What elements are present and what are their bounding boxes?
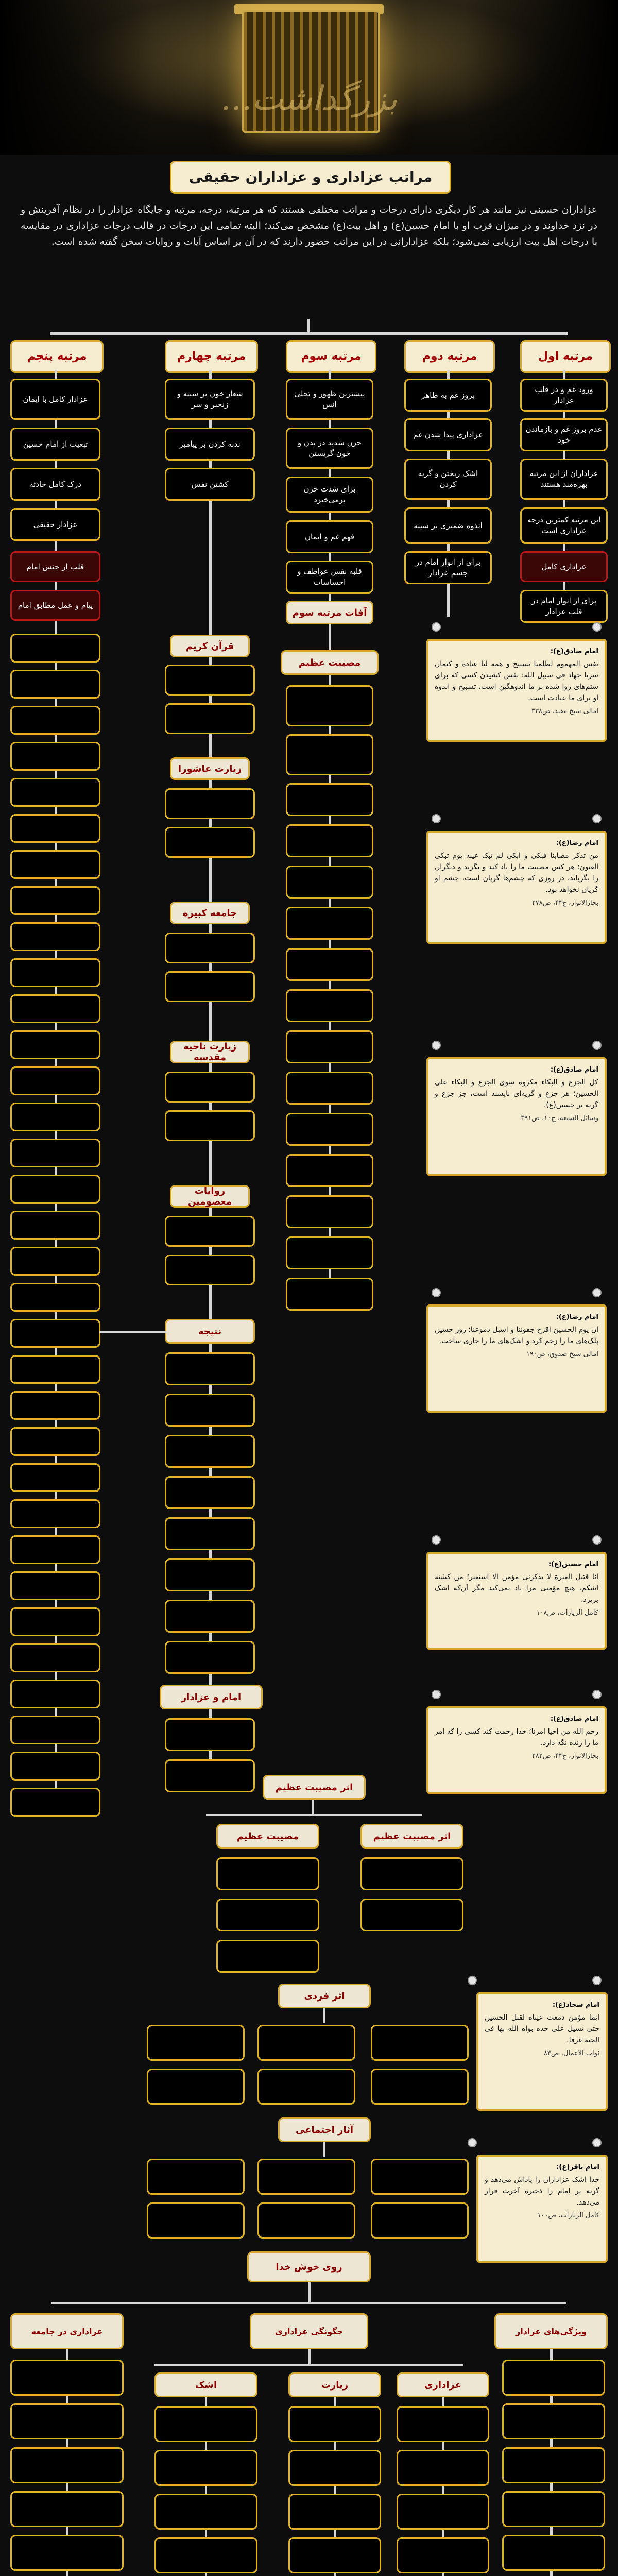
result-box <box>165 1394 255 1427</box>
lower-node: اشک <box>154 2372 258 2397</box>
quote-hanger-icon <box>592 1535 602 1545</box>
lower-mid-box <box>154 2406 258 2442</box>
level-1-item: ورود غم و در قلب عزادار <box>520 379 608 412</box>
quote-hanger-icon <box>468 1976 477 1985</box>
header-banner <box>0 0 618 155</box>
quote-hanger-icon <box>432 1041 441 1050</box>
lower-mid-box <box>397 2494 489 2530</box>
level-5-detail-box <box>10 1535 100 1564</box>
quote-text: کل الجزع و البکاء مکروه سوی الجزع و البکاء علی الحسین؛ هر جزع و گریه‌ای ناپسند است، جز جزع و گریه بر حسین(ع). <box>435 1078 598 1109</box>
effect-box <box>258 2202 355 2239</box>
level-1-subitem: عزاداری کامل <box>520 551 608 582</box>
quote-text: من تذکر مصابنا فبکی و ابکی لم تبک عینه یوم تبکی العیون؛ هر کس مصیبت ما را یاد کند و بگرید و دیگران را بگریاند، در روزی که چشم‌ها گریان است، چشم او گریان نخواهد بود. <box>435 852 598 894</box>
quote-hanger-icon <box>592 1690 602 1699</box>
center-node: مصیبت عظیم <box>281 650 379 675</box>
level-3-detail-box <box>286 734 373 775</box>
level-3-detail-box <box>286 1236 373 1269</box>
quote-author: امام رضا(ع): <box>556 1313 598 1321</box>
level-2-title: مرتبه دوم <box>404 340 495 373</box>
result-box <box>165 1600 255 1633</box>
effect-box <box>371 2025 469 2061</box>
quote-hanger-icon <box>592 1041 602 1050</box>
effect-box <box>371 2159 469 2195</box>
level-3-detail-box <box>286 989 373 1022</box>
level-3-item: برای شدت حزن برمی‌خیزد <box>286 477 373 513</box>
level-3-subitem: فهم غم و ایمان <box>286 520 373 553</box>
level-3-item: حزن شدید در بدن و خون گریستن <box>286 428 373 469</box>
level-1-title: مرتبه اول <box>520 340 611 373</box>
level-4-detail-box <box>165 1072 255 1103</box>
level-3-detail-box <box>286 1195 373 1228</box>
effect-box <box>371 2069 469 2105</box>
level-3-detail-box <box>286 1278 373 1311</box>
level-2-item: اشک ریختن و گریه کردن <box>404 459 492 500</box>
level-5-item: تبعیت از امام حسین <box>10 428 100 461</box>
level-5-detail-box <box>10 1680 100 1708</box>
lower-right-box <box>502 2447 605 2483</box>
effect-box <box>216 1940 319 1973</box>
lower-left-box <box>10 2535 124 2571</box>
effect-box <box>147 2202 245 2239</box>
level-4-item: کشتن نفس <box>165 468 255 501</box>
level-3-detail-box <box>286 866 373 899</box>
level-5-item: عزادار حقیقی <box>10 508 100 541</box>
quote-text: ان یوم الحسین اقرح جفوننا و اسبل دموعنا؛ روز حسین پلک‌های ما را زخم کرد و اشک‌های ما را جاری ساخت. <box>435 1326 598 1345</box>
level-5-detail-box <box>10 814 100 843</box>
level-5-detail-box <box>10 1752 100 1781</box>
center-node: اثر فردی <box>278 1984 371 2008</box>
level-5-detail-box <box>10 778 100 807</box>
effect-box <box>216 1857 319 1890</box>
level-5-detail-box <box>10 1716 100 1744</box>
level-3-title: مرتبه سوم <box>286 340 376 373</box>
level-4-detail-box <box>165 1255 255 1285</box>
quote-hanger-icon <box>592 1976 602 1985</box>
quote-box <box>426 1706 607 1794</box>
level-3-item: بیشترین ظهور و تجلی انس <box>286 379 373 420</box>
quote-hanger-icon <box>432 1288 441 1297</box>
level-5-detail-box <box>10 1247 100 1276</box>
level-3-detail-box <box>286 1030 373 1063</box>
level-5-detail-box <box>10 1355 100 1384</box>
level-4-item: شعار خون بر سینه و زنجیر و سر <box>165 379 255 420</box>
level-4-detail-box <box>165 827 255 858</box>
level-4-item: ندبه کردن بر پیامبر <box>165 428 255 461</box>
level-5-detail-box <box>10 994 100 1023</box>
quote-ref: امالی شیخ مفید، ص۳۳۸ <box>531 707 598 715</box>
level-5-detail-box <box>10 850 100 879</box>
quote-text: انا قتیل العبرة لا یذکرنی مؤمن الا استعبر؛ من کشته اشکم، هیچ مؤمنی مرا یاد نمی‌کند مگر آن‌که اشک بریزد. <box>435 1573 598 1604</box>
level-5-detail-box <box>10 1211 100 1240</box>
lower-left-box <box>10 2447 124 2483</box>
level-5-detail-box <box>10 1283 100 1312</box>
quote-box <box>426 1304 607 1413</box>
center-node: اثر مصیبت عظیم <box>263 1775 366 1800</box>
quote-ref: کامل الزیارات، ص۱۰۸ <box>536 1609 598 1617</box>
level-4-detail-box <box>165 1216 255 1247</box>
lower-mid-box <box>397 2450 489 2486</box>
lower-left-box <box>10 2491 124 2527</box>
level-5-detail-box <box>10 958 100 987</box>
result-box <box>165 1558 255 1591</box>
center-node: نتیجه <box>165 1319 255 1344</box>
effect-box <box>258 2025 355 2061</box>
level-1-subitem: برای از انوار امام در قلب عزادار <box>520 590 608 623</box>
lower-mid-box <box>397 2537 489 2573</box>
quote-box <box>476 2155 608 2263</box>
level-4-detail-box <box>165 703 255 734</box>
effect-box <box>258 2069 355 2105</box>
quote-ref: امالی شیخ صدوق، ص۱۹۰ <box>526 1350 598 1358</box>
quote-author: امام صادق(ع): <box>550 1715 598 1723</box>
level-4-subitem: روایات معصومین <box>170 1185 250 1208</box>
quote-ref: ثواب الاعمال، ص۸۳ <box>543 2049 599 2057</box>
quote-author: امام صادق(ع): <box>550 648 598 655</box>
lower-node: عزاداری <box>397 2372 489 2397</box>
level-3-detail-box <box>286 907 373 940</box>
lower-node: زیارت <box>288 2372 381 2397</box>
quote-hanger-icon <box>592 1288 602 1297</box>
effect-box <box>258 2159 355 2195</box>
lower-mid-box <box>154 2494 258 2530</box>
level-5-item: عزادار کامل با ایمان <box>10 379 100 420</box>
result-box <box>165 1435 255 1468</box>
level-5-detail-box <box>10 706 100 735</box>
level-3-detail-box <box>286 1072 373 1105</box>
lower-right-box <box>502 2360 605 2396</box>
center-node: روی خوش خدا <box>247 2251 371 2282</box>
connector-line <box>307 319 310 334</box>
level-4-subitem: زیارت ناحیه مقدسه <box>170 1041 250 1063</box>
level-4-detail-box <box>165 665 255 696</box>
quote-author: امام باقر(ع): <box>556 2163 599 2171</box>
level-5-title: مرتبه پنجم <box>10 340 104 373</box>
quote-ref: کامل الزیارات، ص۱۰۰ <box>537 2212 599 2219</box>
center-node: امام و عزادار <box>160 1685 263 1709</box>
level-5-detail-box <box>10 1788 100 1817</box>
quote-hanger-icon <box>432 814 441 823</box>
level-5-detail-box <box>10 1463 100 1492</box>
quote-hanger-icon <box>468 2138 477 2147</box>
level-5-detail-box <box>10 634 100 663</box>
lower-mid-box <box>288 2537 381 2573</box>
level-5-detail-box <box>10 1643 100 1672</box>
quote-text: نفس المهموم لظلمنا تسبیح و همه لنا عبادة و کتمان سرنا جهاد فی سبیل الله؛ نفس کشیدن کسی که برای ستم‌های روا شده بر ما اندوهگین است، تسبیح و اندوه او برای ما عبادت است. <box>435 660 598 702</box>
level-5-detail-box <box>10 922 100 951</box>
level-4-subitem: زیارت عاشورا <box>170 757 250 780</box>
level-2-item: عزاداری پیدا شدن غم <box>404 418 492 451</box>
level-5-detail-box <box>10 1175 100 1204</box>
level-5-detail-box <box>10 886 100 915</box>
banner-calligraphy: ...بزرگداشت <box>220 80 398 118</box>
lower-mid-box <box>288 2406 381 2442</box>
quote-box <box>426 1552 607 1650</box>
level-3-detail-box <box>286 783 373 816</box>
result-box <box>165 1352 255 1385</box>
center-node: اثر مصیبت عظیم <box>360 1824 464 1849</box>
connector-line <box>50 332 568 335</box>
effect-box <box>216 1899 319 1931</box>
level-3-subitem: قلبه نفس عواطف و احساسات <box>286 561 373 594</box>
lower-mid-box <box>397 2406 489 2442</box>
lower-mid-box <box>288 2494 381 2530</box>
level-1-item: این مرتبه کمترین درجه عزاداری است <box>520 507 608 544</box>
quote-box <box>476 1992 608 2111</box>
lower-col-title: ویژگی‌های عزادار <box>494 2313 608 2349</box>
level-2-subitem: برای از انوار امام در جسم عزادار <box>404 551 492 584</box>
quote-author: امام صادق(ع): <box>550 1066 598 1074</box>
lower-col-title: چگونگی عزاداری <box>250 2313 368 2349</box>
quote-author: امام سجاد(ع): <box>552 2001 599 2009</box>
effect-box <box>371 2202 469 2239</box>
level-2-item: بروز غم به ظاهر <box>404 379 492 412</box>
level-3-detail-box <box>286 824 373 857</box>
center-node: مصیبت عظیم <box>216 1824 319 1849</box>
level-5-detail-box <box>10 1499 100 1528</box>
quote-hanger-icon <box>432 622 441 632</box>
quote-ref: وسائل الشیعه، ج۱۰، ص۳۹۱ <box>521 1114 598 1122</box>
quote-ref: بحارالانوار، ج۴۴، ص۲۷۸ <box>531 899 598 907</box>
result-box <box>165 1641 255 1674</box>
quote-ref: بحارالانوار، ج۴۴، ص۲۸۲ <box>531 1752 598 1760</box>
level-3-subitem: آفات مرتبه سوم <box>286 601 373 624</box>
quote-author: امام رضا(ع): <box>556 839 598 847</box>
lower-mid-box <box>288 2450 381 2486</box>
lower-right-box <box>502 2535 605 2571</box>
level-4-title: مرتبه چهارم <box>165 340 258 373</box>
level-4-detail-box <box>165 933 255 963</box>
level-1-item: عدم بروز غم و بازماندن خود <box>520 418 608 451</box>
level-4-subitem: جامعه کبیره <box>170 902 250 924</box>
level-4-detail-box <box>165 971 255 1002</box>
level-5-detail-box <box>10 1139 100 1167</box>
level-5-detail-box <box>10 1319 100 1348</box>
quote-hanger-icon <box>592 622 602 632</box>
lower-left-box <box>10 2403 124 2439</box>
level-5-item: درک کامل حادثه <box>10 468 100 501</box>
level-5-detail-box <box>10 670 100 699</box>
level-5-detail-box <box>10 1607 100 1636</box>
level-5-detail-box <box>10 742 100 771</box>
quote-box <box>426 831 607 944</box>
level-5-detail-box <box>10 1391 100 1420</box>
quote-box <box>426 639 607 742</box>
effect-box <box>147 2069 245 2105</box>
level-5-subitem: پیام و عمل مطابق امام <box>10 590 100 621</box>
effect-box <box>360 1899 464 1931</box>
result-box <box>165 1476 255 1509</box>
level-5-detail-box <box>10 1571 100 1600</box>
result-box <box>165 1517 255 1550</box>
quote-text: رحم الله من احیا امرنا؛ خدا رحمت کند کسی را که امر ما را زنده نگه دارد. <box>435 1727 598 1747</box>
lower-right-box <box>502 2491 605 2527</box>
level-5-detail-box <box>10 1103 100 1131</box>
quote-text: ایما مؤمن دمعت عیناه لقتل الحسین حتی تسیل علی خده بواه الله بها فی الجنة غرفا. <box>485 2013 599 2044</box>
quote-hanger-icon <box>432 1535 441 1545</box>
result-box <box>165 1718 255 1751</box>
lower-right-box <box>502 2403 605 2439</box>
quote-hanger-icon <box>592 814 602 823</box>
effect-box <box>147 2025 245 2061</box>
level-1-item: عزاداران از این مرتبه بهره‌مند هستند <box>520 459 608 500</box>
level-5-detail-box <box>10 1066 100 1095</box>
lower-col-title: عزاداری در جامعه <box>10 2313 124 2349</box>
effect-box <box>147 2159 245 2195</box>
level-5-detail-box <box>10 1030 100 1059</box>
quote-hanger-icon <box>592 2138 602 2147</box>
page-title: مراتب عزاداری و عزاداران حقیقی <box>170 161 451 194</box>
level-4-detail-box <box>165 1110 255 1141</box>
level-5-subitem: قلب از جنس امام <box>10 551 100 582</box>
level-3-detail-box <box>286 948 373 981</box>
quote-author: امام حسین(ع): <box>548 1561 598 1568</box>
result-box <box>165 1759 255 1792</box>
level-5-detail-box <box>10 1427 100 1456</box>
intro-text: عزاداران حسینی نیز مانند هر کار دیگری دارای درجات و مراتب مختلفی هستند که هر مرتبه، درجه، مرتبه و جایگاه عزادار را در نظام آفرینش و در نزد خداوند و در میزان قرب او با امام حسین(ع) و اهل بیت(ع) مشخص می‌کند؛ البته تمامی این درجات در قالب درجات عزاداری در مقایسه با درجات اهل بیت ارزیابی نمی‌شود؛ بلکه عزادارانی در این مراتب حضور دارند که در آن بر اساس آیات و روایات سخن گفته شده است. <box>21 204 597 247</box>
lower-mid-box <box>154 2537 258 2573</box>
quote-hanger-icon <box>432 1690 441 1699</box>
lower-mid-box <box>154 2450 258 2486</box>
level-3-detail-box <box>286 1113 373 1146</box>
effect-box <box>360 1857 464 1890</box>
lower-left-box <box>10 2360 124 2396</box>
level-4-subitem: قرآن کریم <box>170 635 250 657</box>
level-2-item: اندوه ضمیری بر سینه <box>404 507 492 544</box>
level-3-detail-box <box>286 685 373 726</box>
level-3-detail-box <box>286 1154 373 1187</box>
quote-box <box>426 1057 607 1176</box>
center-node: آثار اجتماعی <box>278 2117 371 2142</box>
level-4-detail-box <box>165 788 255 819</box>
quote-text: خدا اشک عزاداران را پاداش می‌دهد و گریه بر امام را ذخیره آخرت قرار می‌دهد. <box>485 2176 599 2207</box>
